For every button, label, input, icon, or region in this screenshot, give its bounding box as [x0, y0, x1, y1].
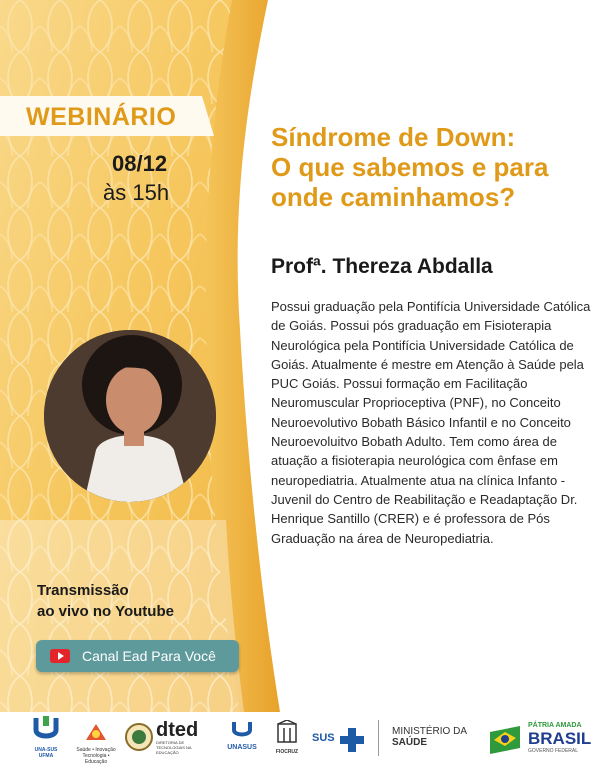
speaker-photo: [44, 330, 216, 502]
footer-logos: [0, 712, 616, 768]
transmission-line2: ao vivo no Youtube: [37, 603, 174, 620]
event-title-line1: Síndrome de Down:: [271, 122, 516, 152]
dted-sub: DIRETORIA DE TECNOLOGIAS NA EDUCAÇÃO: [156, 740, 192, 755]
sus-logo: [312, 728, 364, 752]
brazil-flag-icon: [490, 726, 526, 754]
unasus-text: UNASUS: [227, 744, 257, 751]
brasil-text: BRASIL: [528, 729, 592, 748]
event-title-line2: O que sabemos e para: [271, 152, 549, 182]
transmission-info: [37, 580, 237, 622]
saite-line2: Tecnologia • Educação: [82, 753, 110, 765]
ministerio-saude-logo: [392, 726, 484, 756]
event-title-line3: onde caminhamos?: [271, 182, 516, 212]
ufma-seal-logo: [124, 720, 154, 754]
dted-text: dted: [156, 719, 199, 741]
unasus-ufma-logo: [28, 716, 64, 760]
dted-logo: [156, 720, 212, 760]
sus-cross-icon: [340, 728, 364, 752]
unasus-logo: [222, 720, 262, 760]
fiocruz-logo: [272, 720, 302, 760]
governo-text: GOVERNO FEDERAL: [528, 748, 579, 754]
event-title: [271, 122, 601, 212]
event-time: às 15h: [103, 180, 170, 205]
youtube-channel-button[interactable]: [36, 640, 239, 672]
saite-line1: Saúde • Inovação: [76, 747, 116, 753]
saite-logo: [74, 720, 118, 764]
webinar-badge: WEBINÁRIO: [26, 103, 177, 131]
sus-text: SUS: [312, 732, 335, 744]
youtube-icon: [50, 649, 70, 663]
ministerio-line2: SAÚDE: [392, 737, 428, 748]
speaker-bio: Possui graduação pela Pontifícia Universidade Católica de Goiás. Possui pós graduação em Fisioterapia Neurológica pela Pontifícia Universidade Católica de Goiás. Atualmente é mestre em Atenção à Saúde pela PUC Goiás. Possui formação em Facilitação Neuromuscular Proprioceptiva (PNF), no Conceito Neuroevolutivo Bobath Básico Infantil e no Conceito Neuroevoluitvo Bobath Adulto. Tem como área de atuação a fisioterapia neurológica com ênfase em neuropediatria. Atualmente atua na clínica Infanto - Juvenil do Centro de Reabilitação e Readaptação Dr. Henrique Santillo (CRER) e é professora de Pós Graduação na área de Neuropediatria.: [271, 299, 591, 546]
event-date: 08/12: [112, 151, 168, 176]
transmission-line1: Transmissão: [37, 582, 129, 599]
speaker-name: Profª. Thereza Abdalla: [271, 255, 493, 278]
unasus-ufma-text: UNA-SUS UFMA: [34, 747, 58, 759]
youtube-channel-label: Canal Ead Para Você: [82, 648, 216, 664]
ministerio-line1: MINISTÉRIO DA: [392, 726, 468, 737]
patria-amada-brasil-logo: [490, 722, 610, 758]
footer-divider: [378, 720, 379, 756]
fiocruz-text: FIOCRUZ: [275, 749, 299, 755]
patria-text: PÁTRIA AMADA: [528, 722, 582, 729]
